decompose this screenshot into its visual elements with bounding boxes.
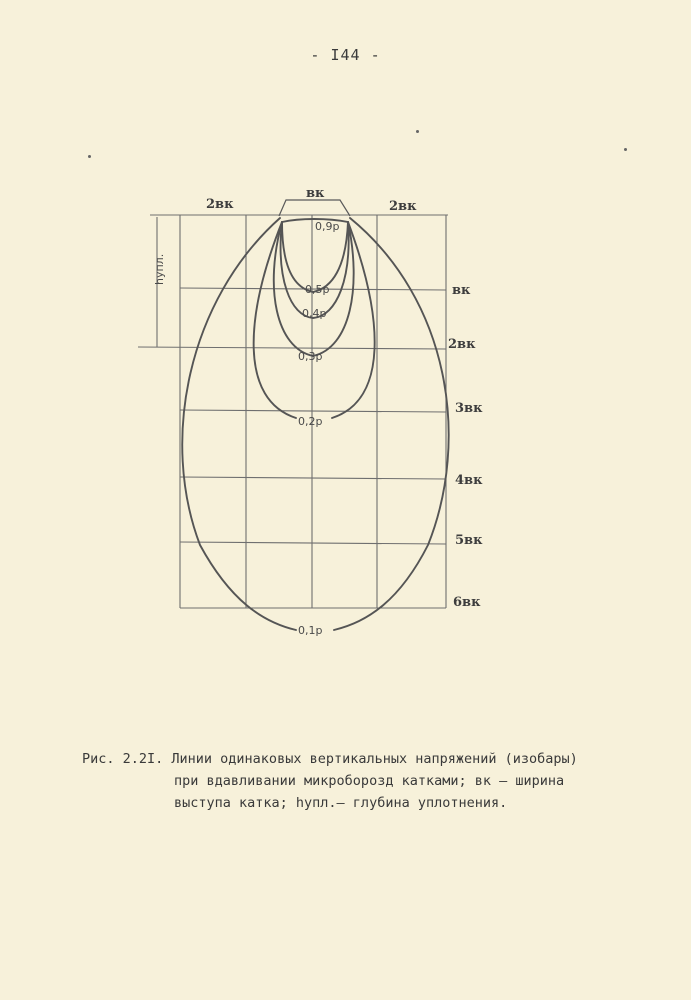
grid-row-5 (180, 542, 446, 544)
isobar-label-01: 0,1p (298, 624, 323, 637)
label-bk-top: вк (306, 186, 325, 201)
label-right-4bk: 4вк (455, 473, 483, 488)
label-right-5bk: 5вк (455, 533, 483, 548)
label-right-2bk: 2вк (448, 337, 476, 352)
isobar-02 (254, 222, 375, 418)
figure-caption (82, 748, 642, 814)
caption-line-2: при вдавливании микроборозд катками; вк – ширина (174, 773, 565, 789)
isobar-label-03: 0,3p (298, 350, 323, 363)
roller-ridge (279, 200, 350, 216)
isobar-label-05: 0,5p (305, 283, 330, 296)
grid-row-3 (180, 410, 446, 412)
isobar-label-09: 0,9p (315, 220, 340, 233)
isobar-label-02: 0,2p (298, 415, 323, 428)
label-h-depth: hупл. (153, 253, 166, 285)
page-number: - I44 - (310, 46, 381, 64)
caption-line-1: Рис. 2.2I. Линии одинаковых вертикальных напряжений (изобары) (82, 751, 578, 767)
grid-row-4 (180, 477, 446, 479)
isobar-label-04: 0,4p (302, 307, 327, 320)
label-right-6bk: 6вк (453, 595, 481, 610)
label-2bk-left: 2вк (206, 197, 234, 212)
label-2bk-right: 2вк (389, 199, 417, 214)
label-right-3bk: 3вк (455, 401, 483, 416)
grid-row-2 (138, 347, 446, 349)
caption-line-3: выступа катка; hупл.– глубина уплотнения. (174, 795, 508, 811)
label-right-bk: вк (452, 283, 471, 298)
